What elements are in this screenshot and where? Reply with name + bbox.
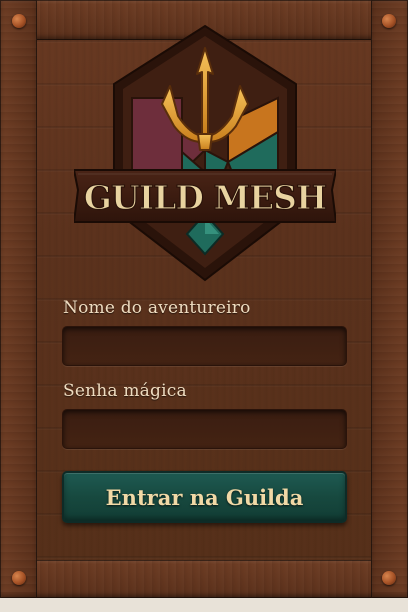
enter-guild-button[interactable]: Entrar na Guilda <box>62 471 347 523</box>
left-frame-rail <box>0 0 37 598</box>
bolt-icon <box>12 571 26 585</box>
password-label: Senha mágica <box>63 381 187 401</box>
bolt-icon <box>12 14 26 28</box>
title-banner <box>74 170 336 222</box>
logo-title: GUILD MESH <box>83 178 327 217</box>
username-input[interactable] <box>62 326 347 366</box>
password-input[interactable] <box>62 409 347 449</box>
username-label: Nome do aventureiro <box>63 298 251 318</box>
bottom-frame-rail <box>0 560 408 598</box>
guild-mesh-logo <box>74 22 336 284</box>
right-frame-rail <box>371 0 408 598</box>
bolt-icon <box>382 571 396 585</box>
bolt-icon <box>382 14 396 28</box>
